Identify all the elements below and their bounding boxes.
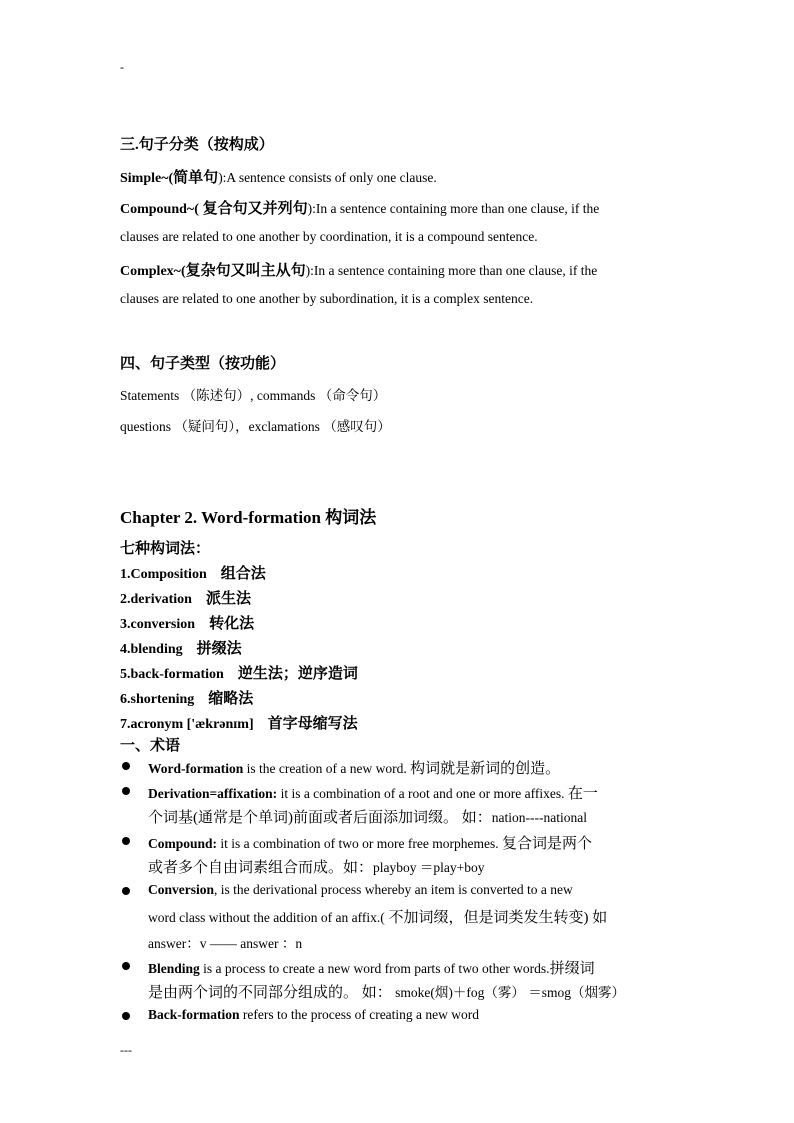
term-name: Derivation=affixation: [148,786,278,801]
term-text: it is a combination of a root and one or more affixes. [277,786,568,801]
term-name: Back-formation [148,1007,240,1022]
term-item [148,882,573,898]
term-name: Compound: [148,836,218,851]
method-item [120,712,358,733]
complex-line [120,259,597,280]
bullet-icon [122,887,130,895]
compound-cont: clauses are related to one another by coordination, it is a compound sentence. [120,229,538,244]
term-item [148,782,598,803]
method-cn: 转化法 [209,616,255,632]
term-cont [148,856,485,877]
term-cn: 个词基(通常是个单词)前面或者后面添加词缀。 如： [148,810,492,826]
term-text: word class without the addition of an affix.( [148,910,385,925]
method-cn: 拼缀法 [196,641,242,657]
term-item [148,832,592,853]
term-cont [148,906,607,927]
method-item [120,562,266,583]
method-cn: 逆生法；逆序造词 [237,666,358,682]
header-mark: - [120,60,124,74]
method-en: 4.blending [120,642,183,657]
complex-text: ):In a sentence containing more than one clause, if the [305,263,598,278]
term-item [148,1007,479,1023]
term-text: is a process to create a new word from parts of two other words. [199,961,550,976]
bullet-icon [122,762,130,770]
method-en: 1.Composition [120,567,207,582]
term-text: nation----national [491,810,587,825]
simple-term: Simple~( [120,171,174,186]
term-text: playboy ＝play+boy [373,860,485,875]
terms-title: 一、术语 [120,738,181,754]
term-item [148,757,560,778]
compound-text: ):In a sentence containing more than one clause, if the [307,201,600,216]
chapter-title: Chapter 2. Word-formation 构词法 [120,508,377,527]
method-cn: 派生法 [205,591,251,607]
method-item [120,662,358,683]
compound-term: Compound~( [120,202,199,217]
method-item [120,612,254,633]
term-text: it is a combination of two or more free morphemes. [217,836,502,851]
term-cn: 在一 [567,786,598,802]
method-cn: 首字母缩写法 [267,716,358,732]
term-cn: 或者多个自由词素组合而成。如： [148,860,374,876]
method-cn: 组合法 [220,566,266,582]
term-text: , is the derivational process whereby an item is converted to a new [214,882,573,897]
complex-cont: clauses are related to one another by subordination, it is a complex sentence. [120,291,534,306]
section4-title: 四、句子类型（按功能） [120,356,286,372]
complex-cn: 复杂句又叫主从句 [185,263,306,279]
term-cont: answer：v —— answer ：n [148,936,303,951]
section4-line1: Statements （陈述句）, commands （命令句） [120,388,387,403]
term-cont [148,806,587,827]
term-cn: 拼缀词 [549,961,595,977]
bullet-icon [122,1012,130,1020]
term-cn: 构词就是新词的创造。 [410,761,561,777]
term-text: refers to the process of creating a new word [239,1007,480,1022]
method-cn: 缩略法 [208,691,254,707]
footer-mark: --- [120,1043,132,1057]
term-name: Conversion [148,882,215,897]
term-item [148,957,595,978]
method-en: 7.acronym ['ækrənɪm] [120,717,254,732]
term-cont [148,981,625,1002]
method-item [120,587,251,608]
compound-cn: 复合句又并列句 [198,201,308,217]
bullet-icon [122,837,130,845]
term-text: is the creation of a new word. [243,761,411,776]
method-en: 5.back-formation [120,667,224,682]
term-text: smoke(烟)＋fog（雾） ＝smog（烟雾） [391,985,626,1000]
method-item [120,687,253,708]
method-en: 6.shortening [120,692,195,707]
term-cn: 是由两个词的不同部分组成的。 如： [148,985,392,1001]
simple-cn: 简单句 [173,170,219,186]
compound-line [120,197,599,218]
complex-term: Complex~( [120,264,186,279]
term-name: Blending [148,961,200,976]
simple-line [120,166,437,187]
simple-text: ):A sentence consists of only one clause. [218,170,437,185]
term-cn: 不加词缀，但是词类发生转变) 如 [384,910,608,926]
method-en: 2.derivation [120,592,192,607]
term-cn: 复合词是两个 [501,836,592,852]
section3-title: 三.句子分类（按构成） [120,137,274,153]
bullet-icon [122,962,130,970]
bullet-icon [122,787,130,795]
term-name: Word-formation [148,761,244,776]
method-en: 3.conversion [120,617,196,632]
methods-title: 七种构词法： [120,541,211,557]
method-item [120,637,242,658]
section4-line2: questions （疑问句），exclamations （感叹句） [120,419,391,434]
